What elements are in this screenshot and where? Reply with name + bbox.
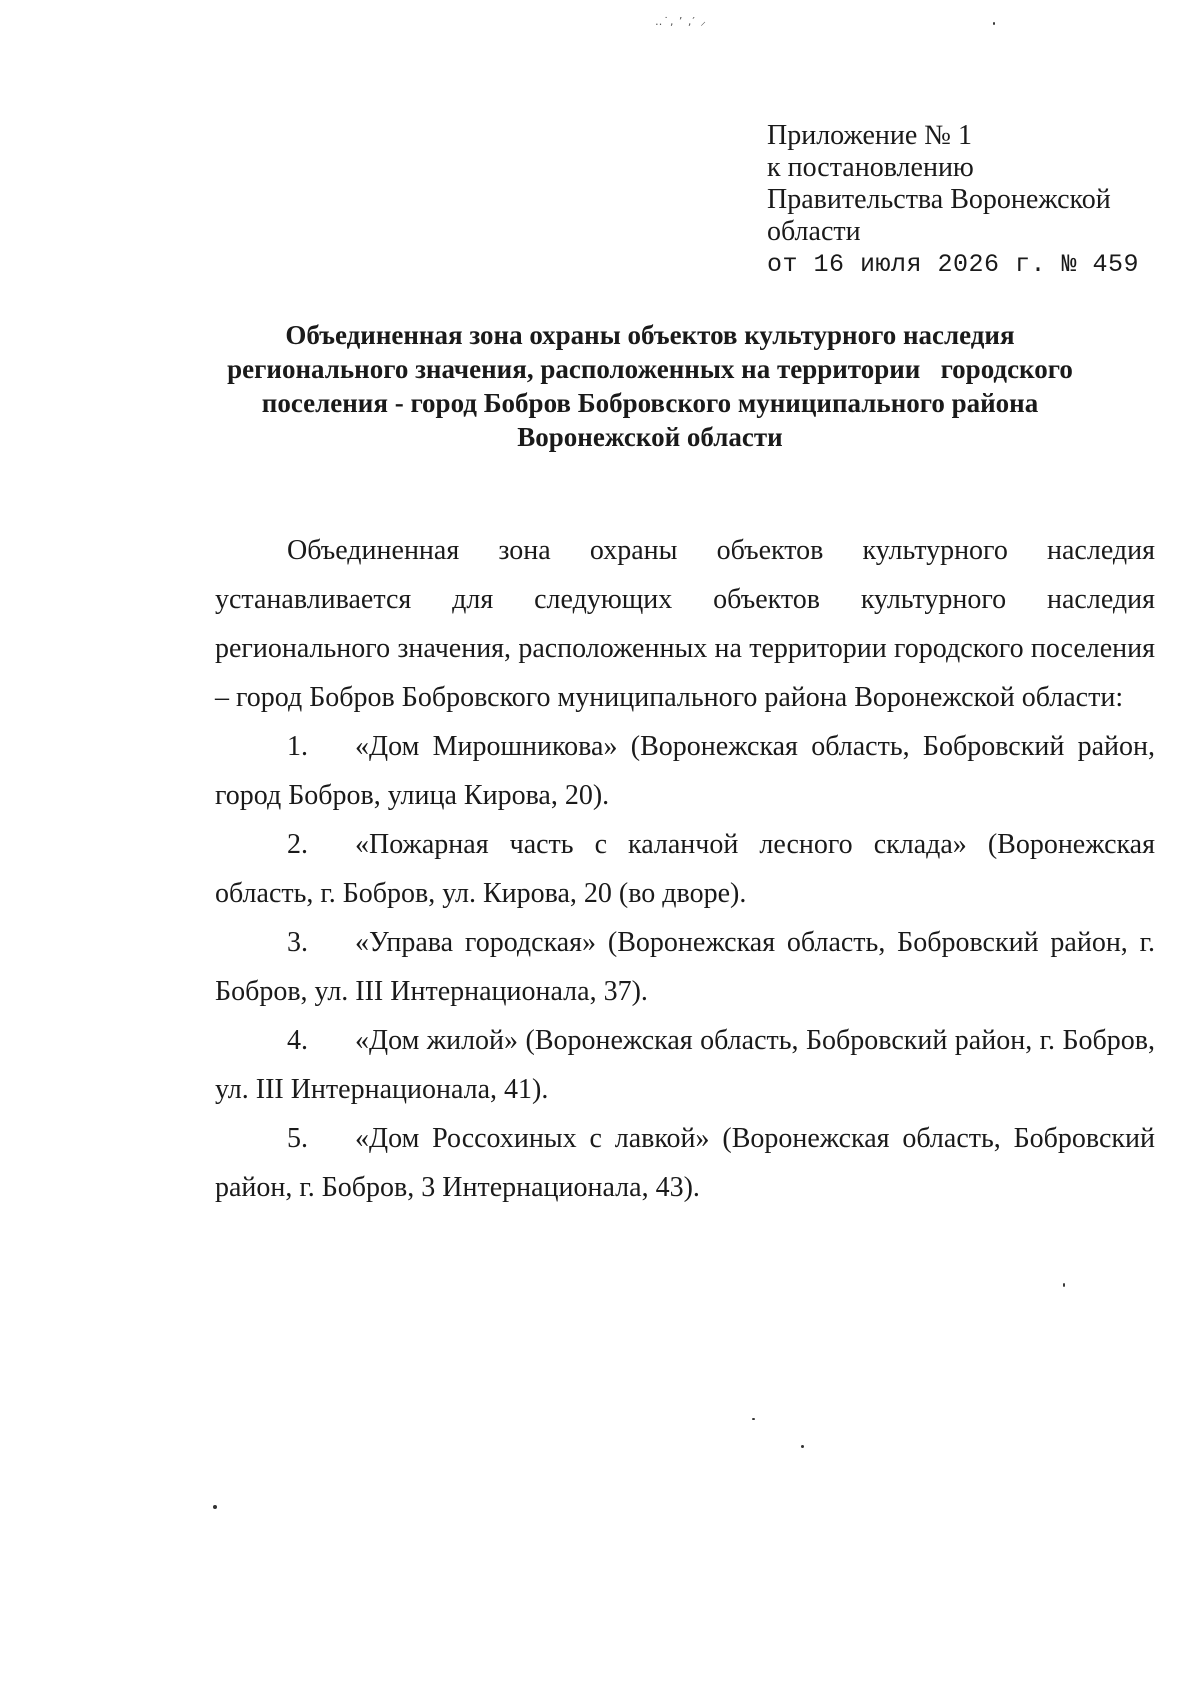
scan-speck [993,22,995,25]
intro-paragraph: Объединенная зона охраны объектов культурного наследия устанавливается для следующих объектов культурного наследия регионального значения, расположенных на территории городского поселения – город Бобров Бобровского муниципального района Воронежской области: [215,535,1155,713]
list-item [215,820,1155,918]
scan-artifact: ‥˙‚ ʼ ,′ ⸝ [655,15,707,28]
list-item-text: «Управа городская» (Воронежская область, Бобровский район, г. Бобров, ул. III Интернационала, 37). [215,927,1155,1007]
title-line-4: Воронежской области [517,422,783,452]
title-line-2: регионального значения, расположенных на территории городского [227,354,1073,384]
list-item [215,722,1155,820]
list-item-number: 4. [287,1025,308,1056]
appendix-line-2: к постановлению [767,152,974,183]
list-item-number: 2. [287,829,308,860]
list-item [215,918,1155,1016]
list-item [215,1114,1155,1212]
scan-speck [1063,1283,1065,1287]
scan-speck [752,1418,755,1420]
appendix-line-4: области [767,216,861,247]
document-title [200,318,1100,454]
list-item-text: «Дом жилой» (Воронежская область, Бобровский район, г. Бобров, ул. III Интернационала, 41). [215,1025,1155,1105]
appendix-line-3: Правительства Воронежской [767,184,1111,215]
scan-speck [213,1505,217,1509]
appendix-header [767,120,1167,281]
list-item-number: 1. [287,731,308,762]
list-item-text: «Дом Россохиных с лавкой» (Воронежская область, Бобровский район, г. Бобров, 3 Интернационала, 43). [215,1123,1155,1203]
title-line-1: Объединенная зона охраны объектов культурного наследия [285,320,1015,350]
appendix-date-number: от 16 июля 2026 г. № 459 [767,250,1140,279]
title-line-3: поселения - город Бобров Бобровского муниципального района [261,388,1039,418]
list-item-number: 3. [287,927,308,958]
list-item-text: «Пожарная часть с каланчой лесного склада» (Воронежская область, г. Бобров, ул. Кирова, 20 (во дворе). [215,829,1155,909]
list-item-text: «Дом Мирошникова» (Воронежская область, Бобровский район, город Бобров, улица Кирова, 20). [215,731,1155,811]
scan-speck [801,1445,804,1448]
appendix-line-1: Приложение № 1 [767,120,972,151]
list-item-number: 5. [287,1123,308,1154]
list-item [215,1016,1155,1114]
document-body [215,526,1155,1212]
